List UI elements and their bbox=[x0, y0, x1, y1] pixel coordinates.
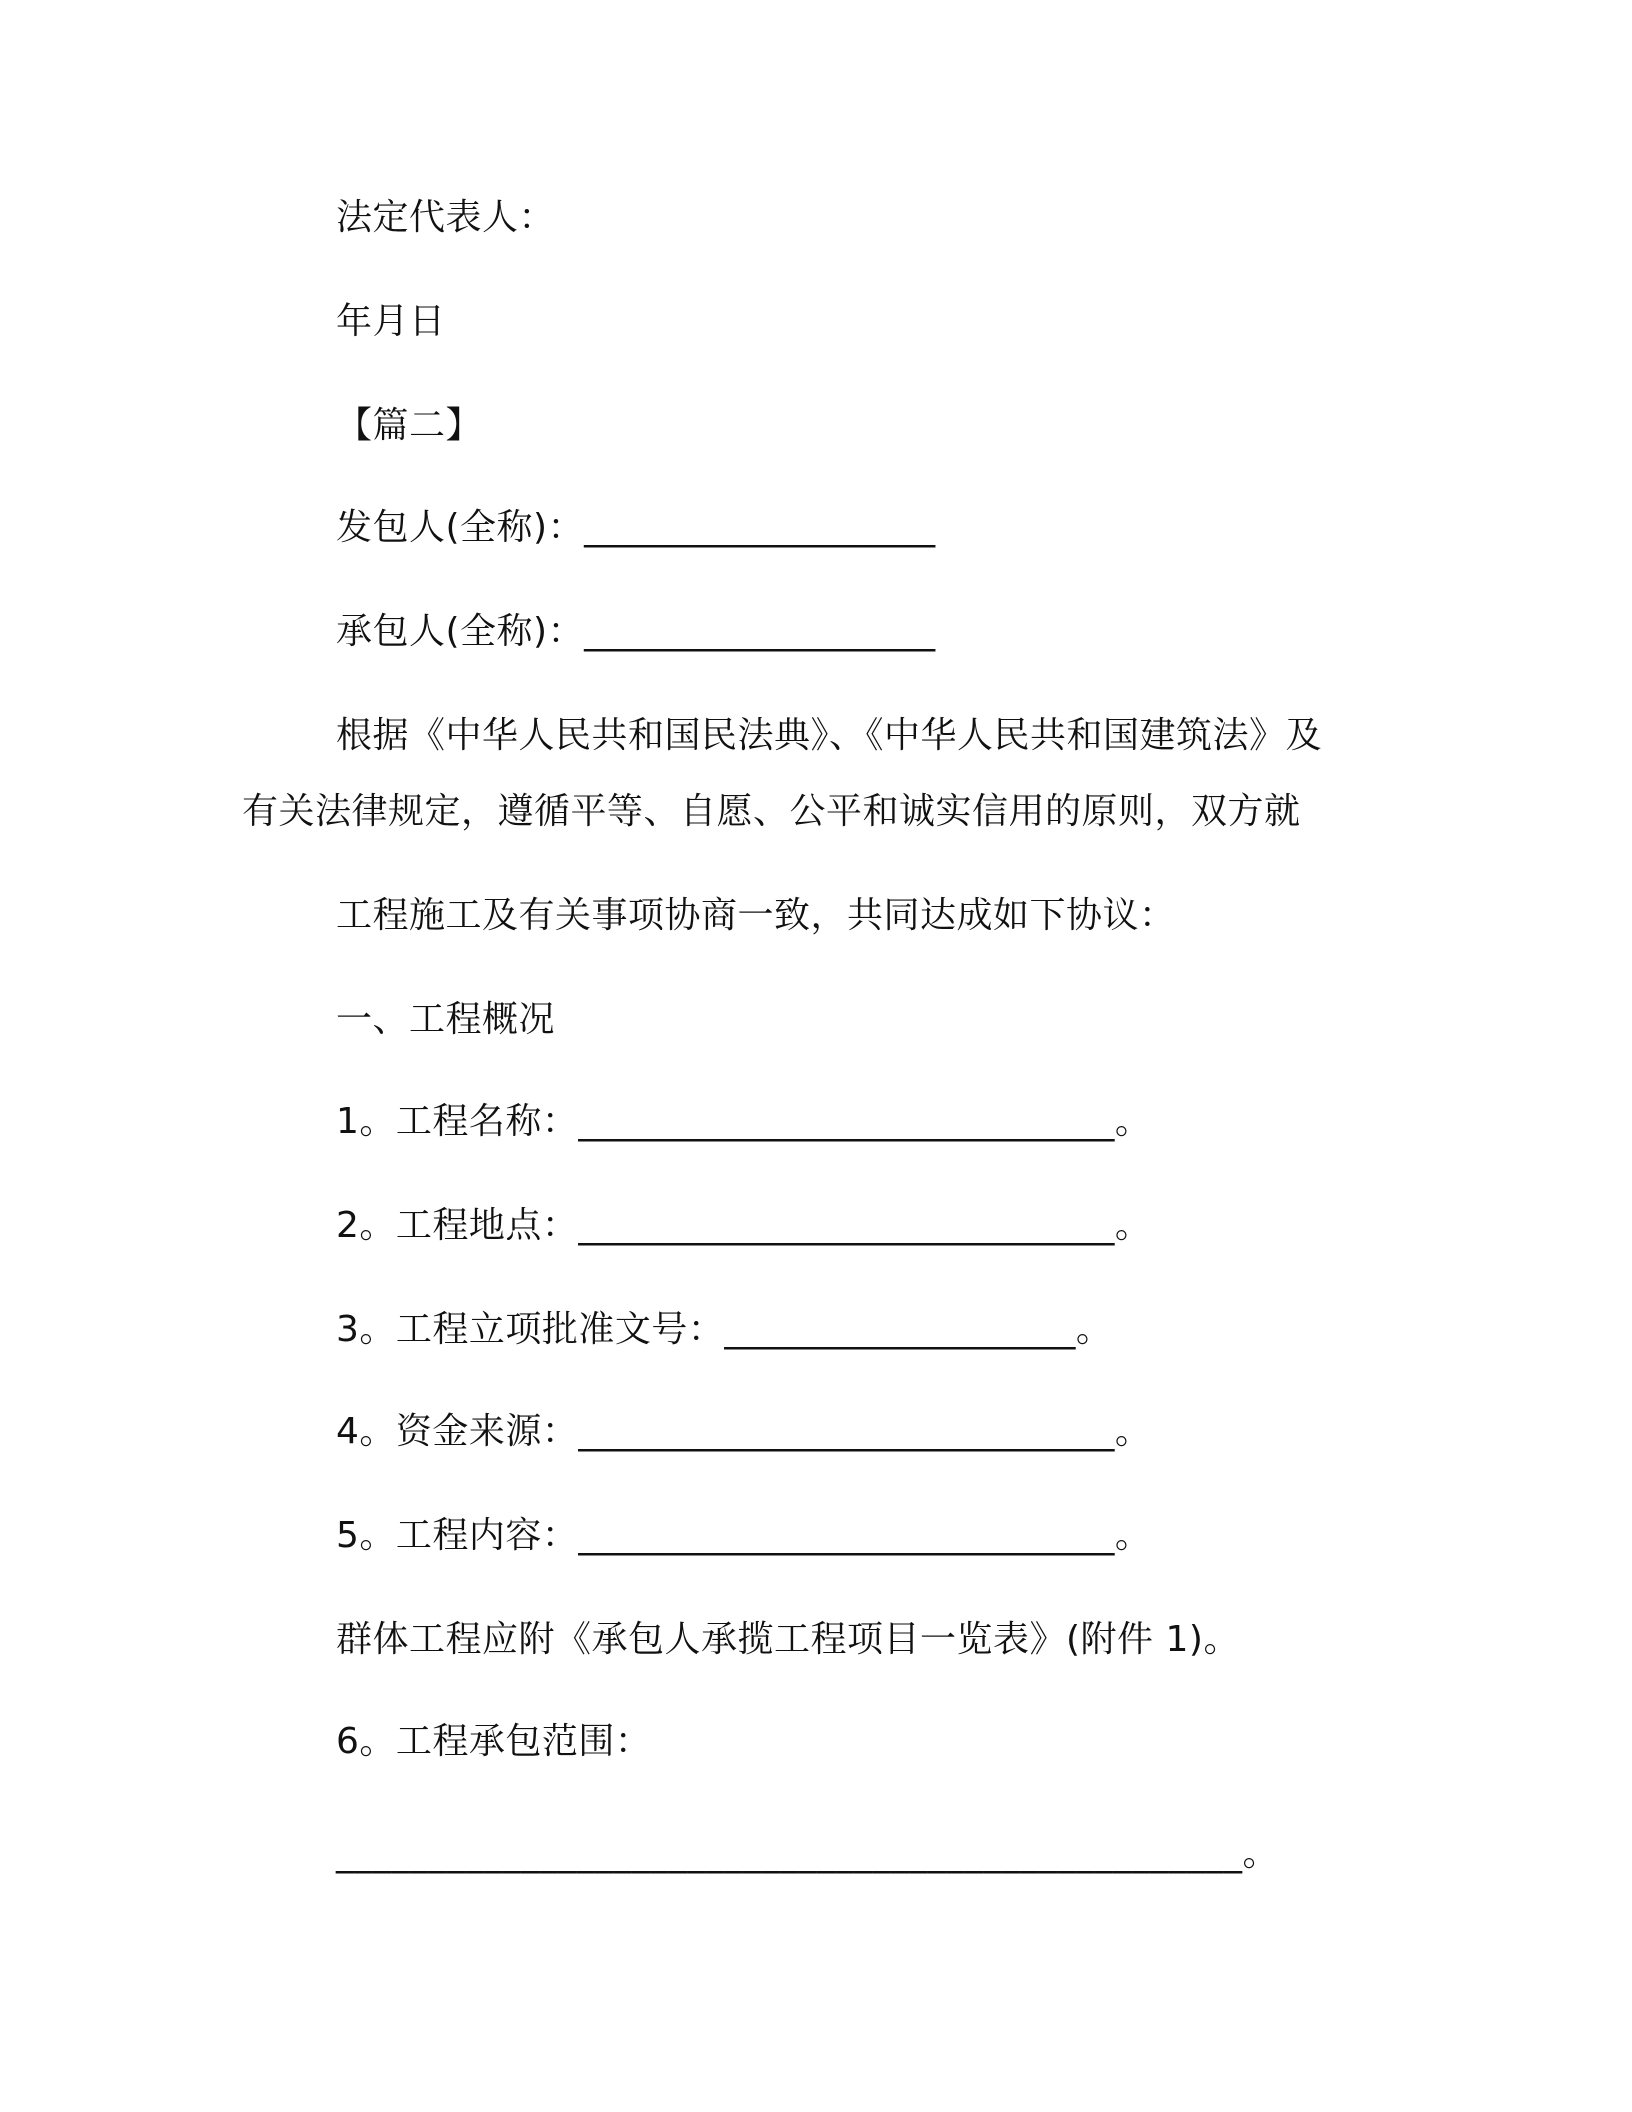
project-name-line: 1。工程名称：_____________________________。 bbox=[336, 1101, 1152, 1142]
legal-representative-line: 法定代表人： bbox=[336, 197, 556, 238]
project-content-line: 5。工程内容：_____________________________。 bbox=[336, 1515, 1152, 1556]
section-heading: 【篇二】 bbox=[336, 405, 483, 446]
approval-number-line: 3。工程立项批准文号：___________________。 bbox=[336, 1309, 1113, 1350]
employer-name-line: 发包人(全称)：___________________ bbox=[336, 507, 936, 548]
contract-scope-blank-line: _________________________________________________。 bbox=[336, 1833, 1279, 1874]
project-overview-heading: 一、工程概况 bbox=[336, 999, 556, 1040]
contractor-name-line: 承包人(全称)：___________________ bbox=[336, 611, 936, 652]
group-project-note-line: 群体工程应附《承包人承揽工程项目一览表》(附件 1)。 bbox=[336, 1619, 1240, 1660]
project-location-line: 2。工程地点：_____________________________。 bbox=[336, 1205, 1152, 1246]
agreement-paragraph-line-3: 工程施工及有关事项协商一致，共同达成如下协议： bbox=[336, 895, 1176, 936]
funding-source-line: 4。资金来源：_____________________________。 bbox=[336, 1411, 1152, 1452]
agreement-paragraph-line-2: 有关法律规定，遵循平等、自愿、公平和诚实信用的原则，双方就 bbox=[242, 791, 1301, 832]
contract-scope-line: 6。工程承包范围： bbox=[336, 1721, 652, 1762]
date-line: 年月日 bbox=[336, 301, 446, 342]
agreement-paragraph-line-1: 根据《中华人民共和国民法典》、《中华人民共和国建筑法》及 bbox=[336, 715, 1323, 756]
